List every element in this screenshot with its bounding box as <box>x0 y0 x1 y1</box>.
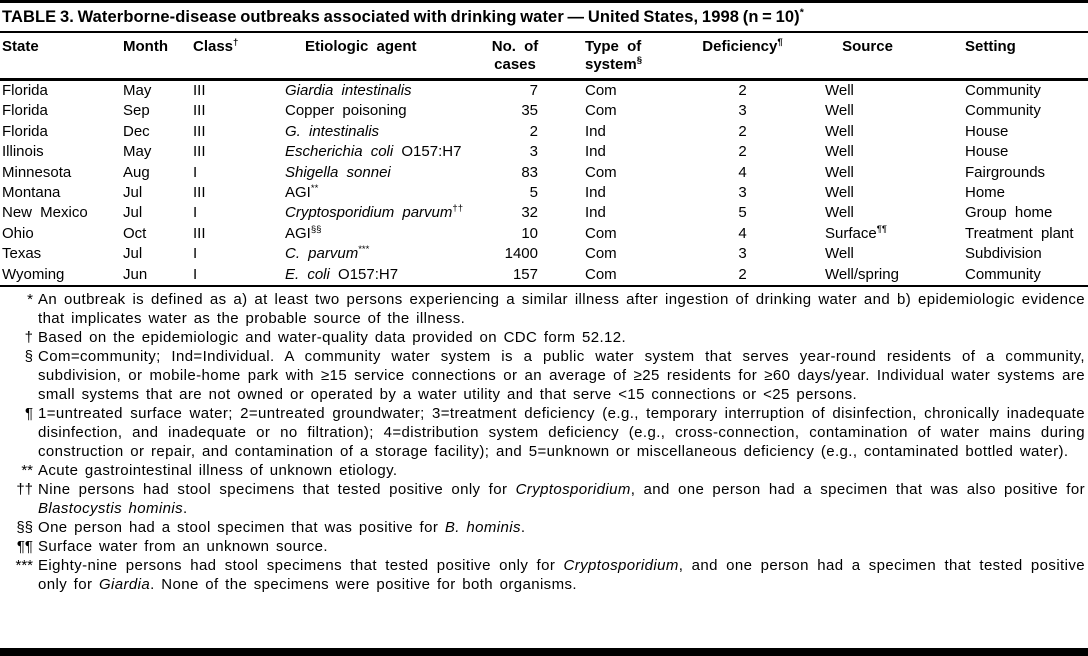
footnote-text: Acute gastrointestinal illness of unknown etiology. <box>38 462 398 480</box>
cell-agent: Giardia intestinalis <box>285 82 412 99</box>
cell-def: 3 <box>738 102 747 120</box>
cell-type: Com <box>585 224 617 242</box>
cell-def: 4 <box>738 224 747 242</box>
cell-class: I <box>193 265 198 283</box>
cell-month: May <box>123 82 152 99</box>
cell-state: Florida <box>2 102 48 120</box>
cell-type: Ind <box>585 184 606 202</box>
header-no-of-cases: No. of cases <box>481 33 549 80</box>
cell-class: I <box>193 204 198 222</box>
cell-month: Oct <box>123 224 147 242</box>
footnote-marker: ¶ <box>24 405 33 423</box>
footnote <box>0 404 1088 461</box>
cell-def: 2 <box>738 122 747 140</box>
footnote <box>0 461 1088 480</box>
cell-agent: Shigella sonnei <box>285 163 391 181</box>
table-body <box>0 80 1088 287</box>
header-deficiency: Deficiency¶ <box>660 33 800 80</box>
cell-source: Well <box>825 245 854 263</box>
cell-class: I <box>193 245 198 263</box>
cell-month: Jun <box>123 265 148 283</box>
cell-setting: Community <box>965 102 1041 120</box>
cell-type: Ind <box>585 204 606 222</box>
cell-setting: House <box>965 143 1009 161</box>
cell-agent: E. coli O157:H7 <box>285 265 399 283</box>
cell-cases: 2 <box>529 122 538 140</box>
cell-class: III <box>193 82 206 99</box>
cell-def: 5 <box>738 204 747 222</box>
cell-cases: 5 <box>529 184 538 202</box>
header-setting: Setting <box>935 33 1088 80</box>
table-header-row <box>0 33 1088 80</box>
cell-month: Jul <box>123 204 143 222</box>
cell-type: Com <box>585 265 617 283</box>
footnote-marker: †† <box>16 481 33 499</box>
cell-type: Ind <box>585 122 606 140</box>
footnote-text: Based on the epidemiologic and water-quality data provided on CDC form 52.12. <box>38 329 627 347</box>
cell-def: 4 <box>738 163 747 181</box>
cell-agent: Escherichia coli O157:H7 <box>285 143 462 161</box>
cell-month: May <box>123 143 152 161</box>
cell-cases: 7 <box>529 82 538 99</box>
cell-setting: Community <box>965 265 1041 283</box>
cell-setting: Subdivision <box>965 245 1042 263</box>
table-row <box>0 80 1088 102</box>
table-row <box>0 101 1088 121</box>
cell-agent: Cryptosporidium parvum†† <box>285 203 464 222</box>
footnote-marker: ** <box>21 462 33 480</box>
cell-class: III <box>193 122 206 140</box>
footnote <box>0 537 1088 556</box>
cell-class: III <box>193 143 206 161</box>
cell-type: Com <box>585 245 617 263</box>
table-row <box>0 142 1088 162</box>
footnote <box>0 347 1088 404</box>
cell-state: Florida <box>2 82 48 99</box>
cell-type: Com <box>585 163 617 181</box>
cell-def: 3 <box>738 245 747 263</box>
cell-cases: 32 <box>521 204 538 222</box>
footnote-text: An outbreak is defined as a) at least two persons experiencing a similar illness after ingestion of drinking water and b) epidemiologic evidence that implicates water as the probable source of the illness. <box>38 291 1085 328</box>
footnote-marker: ¶¶ <box>16 538 33 556</box>
footnote-marker: † <box>24 329 33 347</box>
cell-source: Surface¶¶ <box>825 223 888 242</box>
table-row <box>0 183 1088 203</box>
cell-class: III <box>193 102 206 120</box>
table-row <box>0 163 1088 183</box>
cell-source: Well <box>825 102 854 120</box>
footnotes <box>0 287 1088 594</box>
cell-state: Montana <box>2 184 61 202</box>
header-class: Class† <box>191 33 281 80</box>
cell-month: Dec <box>123 122 150 140</box>
cell-month: Jul <box>123 184 143 202</box>
footnote-text: One person had a stool specimen that was positive for B. hominis. <box>38 519 526 537</box>
footnote <box>0 480 1088 518</box>
cell-setting: Community <box>965 82 1041 99</box>
footnote <box>0 328 1088 347</box>
header-source: Source <box>800 33 935 80</box>
table-row <box>0 203 1088 223</box>
cell-state: Ohio <box>2 224 34 242</box>
footnote-text: Surface water from an unknown source. <box>38 538 328 556</box>
cell-agent: Copper poisoning <box>285 102 407 120</box>
header-state: State <box>0 33 121 80</box>
cell-source: Well <box>825 82 854 99</box>
cell-source: Well/spring <box>825 265 899 283</box>
cell-state: Illinois <box>2 143 44 161</box>
table-row <box>0 224 1088 244</box>
cell-setting: Treatment plant <box>965 224 1074 242</box>
footnote-marker: § <box>24 348 33 366</box>
header-month: Month <box>121 33 191 80</box>
table-row <box>0 122 1088 142</box>
cell-state: New Mexico <box>2 204 88 222</box>
cell-state: Wyoming <box>2 265 65 283</box>
cell-def: 3 <box>738 184 747 202</box>
table-row <box>0 265 1088 286</box>
cell-state: Florida <box>2 122 48 140</box>
cell-source: Well <box>825 122 854 140</box>
footnote-text: Nine persons had stool specimens that tested positive only for Cryptosporidium, and one person had a specimen that was also positive for Blastocystis hominis. <box>38 481 1085 518</box>
cell-agent: G. intestinalis <box>285 122 380 140</box>
cell-agent: C. parvum*** <box>285 244 370 263</box>
cell-month: Sep <box>123 102 150 120</box>
cell-source: Well <box>825 204 854 222</box>
footnote-marker: * <box>27 291 33 309</box>
cell-setting: Home <box>965 184 1006 202</box>
cell-type: Com <box>585 102 617 120</box>
cell-source: Well <box>825 184 854 202</box>
cell-agent: AGI** <box>285 183 319 202</box>
cell-month: Jul <box>123 245 143 263</box>
header-type-of-system: Type of system§ <box>549 33 660 80</box>
table-row <box>0 244 1088 264</box>
cell-def: 2 <box>738 143 747 161</box>
cell-class: III <box>193 224 206 242</box>
cell-class: III <box>193 184 206 202</box>
cell-cases: 3 <box>529 143 538 161</box>
cell-month: Aug <box>123 163 150 181</box>
cell-setting: Fairgrounds <box>965 163 1046 181</box>
cell-setting: Group home <box>965 204 1053 222</box>
cell-cases: 83 <box>521 163 538 181</box>
cell-cases: 1400 <box>504 245 538 263</box>
cell-type: Com <box>585 82 617 99</box>
cell-cases: 10 <box>521 224 538 242</box>
footnote-marker: *** <box>15 557 33 575</box>
cell-def: 2 <box>738 82 747 99</box>
footnote-text: Com=community; Ind=Individual. A community water system is a public water system that serves year-round residents of a community, subdivision, or mobile-home park with ≥15 service connections or an average of ≥25 residents for ≥60 days/year. Individual water systems are small systems that are not owned or operated by a water utility and that serve <15 connections or <25 persons. <box>38 348 1085 404</box>
footnote <box>0 556 1088 594</box>
footnote <box>0 518 1088 537</box>
cell-class: I <box>193 163 198 181</box>
cell-cases: 157 <box>512 265 538 283</box>
footnote-text: 1=untreated surface water; 2=untreated groundwater; 3=treatment deficiency (e.g., temporary interruption of disinfection, chronically inadequate disinfection, and inadequate or no filtration); 4=distribution system deficiency (e.g., cross-connection, contamination of water mains during construction or repair, and contamination of a storage facility); and 5=unknown or miscellaneous deficiency (e.g., contaminated bottled water). <box>38 405 1085 461</box>
cell-cases: 35 <box>521 102 538 120</box>
footnote <box>0 290 1088 328</box>
cell-source: Well <box>825 143 854 161</box>
outbreaks-table <box>0 33 1088 287</box>
table-title: TABLE 3. Waterborne-disease outbreaks associated with drinking water — United States, 1998 (n = 10)* <box>0 3 1088 33</box>
cell-type: Ind <box>585 143 606 161</box>
cell-source: Well <box>825 163 854 181</box>
header-etiologic-agent: Etiologic agent <box>281 33 481 80</box>
cell-state: Minnesota <box>2 163 72 181</box>
footnote-marker: §§ <box>16 519 33 537</box>
footnote-text: Eighty-nine persons had stool specimens that tested positive only for Cryptosporidium, and one person had a specimen that tested positive only for Giardia. None of the specimens were positive for both organisms. <box>38 557 1085 594</box>
cell-agent: AGI§§ <box>285 223 322 242</box>
cell-setting: House <box>965 122 1009 140</box>
cell-state: Texas <box>2 245 42 263</box>
cell-def: 2 <box>738 265 747 283</box>
bottom-rule <box>0 648 1088 656</box>
